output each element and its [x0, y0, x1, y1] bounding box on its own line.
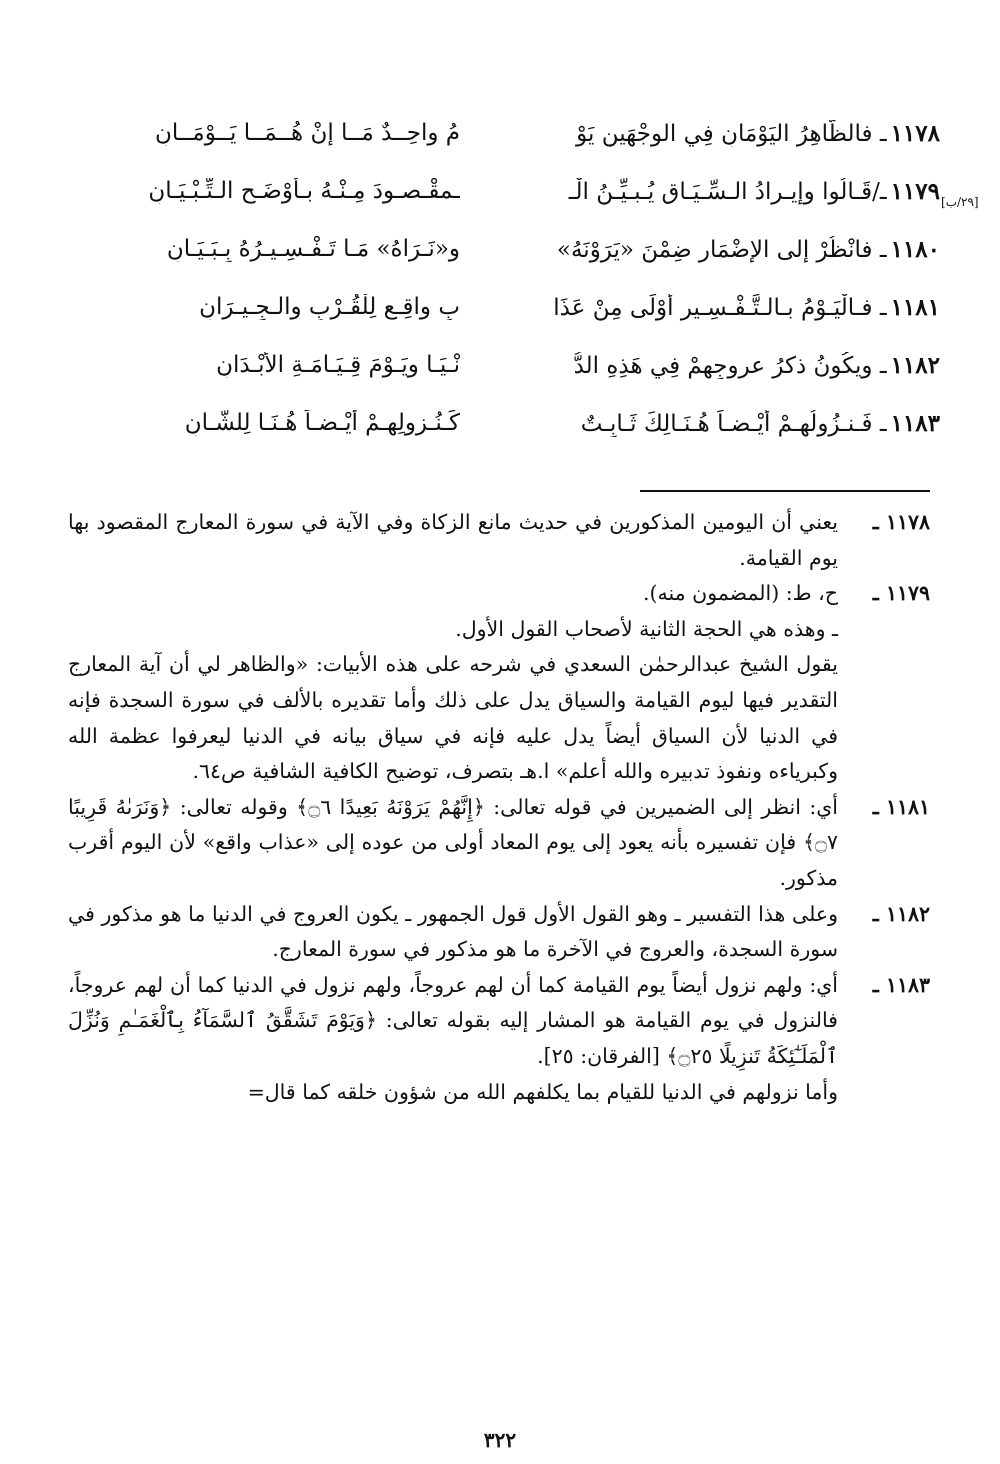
footnote-number: ١١٨٢ ـ	[872, 901, 930, 926]
verse-first-hemistich	[500, 410, 940, 437]
verse-number: ١١٨٠	[890, 236, 940, 263]
verse-line	[60, 170, 940, 228]
verse-number: ١١٧٨	[890, 120, 940, 147]
footnote	[68, 897, 930, 968]
verse-number: ١١٨٢	[890, 352, 940, 379]
verse-first-hemistich	[500, 120, 940, 147]
footnote-number: ١١٧٩ ـ	[872, 581, 930, 606]
verse-text-right: ـ ويكُونُ ذكرُ عروجِهِمْ فِي هَذِهِ الدُّ	[573, 353, 887, 379]
verse-second-hemistich: نْـيَـا ويَـوْمَ قِـيَـامَـةِ الأبْـدَانِ	[216, 352, 460, 378]
verse-first-hemistich	[500, 352, 940, 379]
verse-second-hemistich: كَـنُـزولِهِـمْ أيْـضـاً هُـنَـا لِلشَّـانِ	[184, 410, 460, 436]
verse-first-hemistich	[500, 294, 940, 321]
verse-line	[60, 286, 940, 344]
verse-line	[60, 344, 940, 402]
footnote-text: أي: انظر إلى الضميرين في قوله تعالى: ﴿إِنَّهُمْ يَرَوْنَهُ بَعِيدًا ۝٦﴾ وقوله تعالى: ﴿وَنَرَىٰهُ قَرِيبًا ۝٧﴾ فإن تفسيره بأنه يعود إلى يوم المعاد أولى من عوده إلى «عذاب واقع» لأن اليوم أقرب مذكور.	[68, 794, 838, 890]
page-number: ٣٢٢	[483, 1428, 517, 1452]
footnote	[68, 790, 930, 897]
footnotes-section	[68, 505, 930, 1110]
verse-second-hemistich: و«نَـرَاهُ» مَـا تَـفْـسِـيـرُهُ بِـبَـيَـانِ	[166, 236, 460, 262]
footnote-text: يعني أن اليومين المذكورين في حديث مانع الزكاة وفي الآية في سورة المعارج المقصود بها يوم القيامة.	[68, 510, 838, 570]
verse-text-right: ـ فانْظُرْ إلى الإضْمَارِ ضِمْنَ «يَرَوْنَهُ»	[556, 237, 887, 263]
footnote-number: ١١٨٣ ـ	[872, 972, 930, 997]
verse-number: ١١٨٣	[890, 410, 940, 437]
verse-line	[60, 112, 940, 170]
manuscript-folio-note: [٢٩/ب]	[941, 195, 979, 209]
footnote-text: وعلى هذا التفسير ـ وهو القول الأول قول الجمهور ـ يكون العروج في الدنيا ما هو مذكور في سورة السجدة، والعروج في الآخرة ما هو مذكور في سورة المعارج.	[68, 901, 838, 962]
verse-second-hemistich: مُ واحِــدٌ مَــا إنْ هُــمَــا يَــوْمَــانِ	[155, 120, 460, 146]
verse-first-hemistich	[500, 178, 940, 205]
verse-number: ١١٧٩	[890, 178, 940, 205]
footnote-paragraph: يقول الشيخ عبدالرحمٰن السعدي في شرحه على هذه الأبيات: «والظاهر لي أن آية المعارج التقدير فيها ليوم القيامة والسياق يدل على ذلك وأما تقديره بالألف في سورة السجدة فإنه في الدنيا لأن السياق أيضاً يدل عليه فإنه في سياق بيانه في الدنيا ليعرفوا عظمة الله وكبرياءه ونفوذ تدبيره والله أعلم» ا.هـ بتصرف، توضيح الكافية الشافية ص٦٤.	[68, 652, 838, 784]
footnote-separator	[640, 490, 930, 492]
verse-second-hemistich: بٍ واقِـعٍ لِلْقُـرْبِ والـجِـيـرَانِ	[199, 294, 460, 320]
verse-number: ١١٨١	[890, 294, 940, 321]
footnote-paragraph: ـ وهذه هي الحجة الثانية لأصحاب القول الأول.	[455, 616, 838, 641]
verse-block	[60, 112, 940, 460]
verse-line	[60, 402, 940, 460]
footnote	[68, 968, 930, 1075]
verse-line	[60, 228, 940, 286]
footnote-text: ح، ط: (المضمون منه).	[642, 581, 838, 606]
footnote-paragraph: وأما نزولهم في الدنيا للقيام بما يكلفهم الله من شؤون خلقه كما قال=	[247, 1079, 838, 1104]
footnote-number: ١١٨١ ـ	[872, 794, 930, 819]
verse-second-hemistich: ـمقْـصـودَ مِـنْـهُ بـأوْضَـحِ الـتِّـبْـيَـانِ	[148, 178, 460, 204]
verse-text-right: ـ فالظَّاهِرُ اليَوْمَانِ فِي الوجْهَينِ يَوْ	[576, 121, 887, 147]
footnote-number: ١١٧٨ ـ	[872, 510, 930, 534]
footnote-text: أي: ولهم نزول أيضاً يوم القيامة كما أن لهم عروجاً، ولهم نزول في الدنيا كما أن لهم عروجاً، فالنزول في يوم القيامة هو المشار إليه بقوله تعالى: ﴿وَيَوْمَ تَشَقَّقُ ٱلسَّمَآءُ بِٱلْغَمَـٰمِ وَنُزِّلَ ٱلْمَلَـٰٓئِكَةُ تَنزِيلًا ۝٢٥﴾ [الفرقان: ٢٥].	[68, 972, 838, 1068]
footnote	[68, 576, 930, 612]
footnote	[68, 505, 930, 576]
verse-text-right: ـ فـالْيَـوْمُ بـالـتَّـفْـسِـيرِ أوْلَى مِنْ عَذَا	[553, 295, 887, 321]
verse-text-right: ـ/قَـالُوا وإيـرادُ الـسِّـيَـاقِ يُـبـيِّـنُ الْـ	[568, 179, 887, 205]
verse-text-right: ـ فَـنـزُولُهـمْ أيْـضـاً هُـنَـالِكَ ثَـابِـتٌ	[580, 411, 887, 437]
verse-first-hemistich	[500, 236, 940, 263]
